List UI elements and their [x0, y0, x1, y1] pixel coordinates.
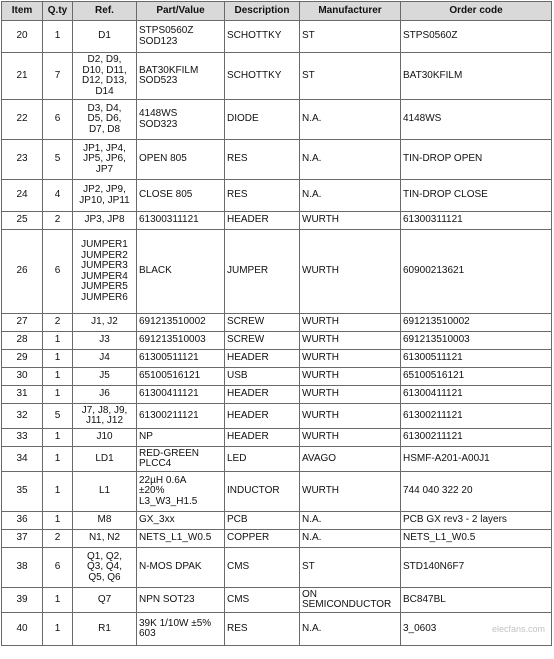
- description-cell: HEADER: [225, 386, 300, 404]
- description-cell: COPPER: [225, 530, 300, 548]
- order-code-cell: 744 040 322 20: [401, 472, 552, 512]
- item-cell: 20: [2, 21, 43, 53]
- qty-cell: 1: [43, 472, 73, 512]
- manufacturer-cell: WURTH: [300, 386, 401, 404]
- manufacturer-cell: WURTH: [300, 212, 401, 230]
- part-value-cell: RED-GREEN PLCC4: [137, 447, 225, 472]
- table-row: [2, 212, 552, 230]
- table-row: [2, 472, 552, 512]
- description-cell: JUMPER: [225, 230, 300, 314]
- part-value-cell: NETS_L1_W0.5: [137, 530, 225, 548]
- ref-cell: LD1: [73, 447, 137, 472]
- table-row: [2, 180, 552, 212]
- manufacturer-cell: N.A.: [300, 140, 401, 180]
- qty-cell: 1: [43, 588, 73, 613]
- table-row: [2, 548, 552, 588]
- order-code-cell: BAT30KFILM: [401, 53, 552, 100]
- part-value-cell: 39K 1/10W ±5% 603: [137, 613, 225, 646]
- table-row: [2, 21, 552, 53]
- item-cell: 24: [2, 180, 43, 212]
- item-cell: 34: [2, 447, 43, 472]
- manufacturer-cell: N.A.: [300, 100, 401, 140]
- ref-cell: M8: [73, 512, 137, 530]
- qty-cell: 5: [43, 140, 73, 180]
- item-cell: 38: [2, 548, 43, 588]
- col-header-ref: Ref.: [73, 2, 137, 21]
- ref-cell: Q1, Q2, Q3, Q4, Q5, Q6: [73, 548, 137, 588]
- order-code-cell: 61300311121: [401, 212, 552, 230]
- table-row: [2, 530, 552, 548]
- manufacturer-cell: ST: [300, 21, 401, 53]
- ref-cell: J5: [73, 368, 137, 386]
- ref-cell: R1: [73, 613, 137, 646]
- part-value-cell: 691213510002: [137, 314, 225, 332]
- manufacturer-cell: WURTH: [300, 230, 401, 314]
- order-code-cell: 65100516121: [401, 368, 552, 386]
- bom-body: [2, 21, 552, 646]
- order-code-cell: STPS0560Z: [401, 21, 552, 53]
- manufacturer-cell: WURTH: [300, 314, 401, 332]
- manufacturer-cell: ON SEMICONDUCTOR: [300, 588, 401, 613]
- description-cell: SCHOTTKY: [225, 21, 300, 53]
- qty-cell: 2: [43, 530, 73, 548]
- part-value-cell: 22µH 0.6A ±20% L3_W3_H1.5: [137, 472, 225, 512]
- qty-cell: 2: [43, 314, 73, 332]
- order-code-cell: TIN-DROP OPEN: [401, 140, 552, 180]
- manufacturer-cell: N.A.: [300, 613, 401, 646]
- table-row: [2, 368, 552, 386]
- part-value-cell: N-MOS DPAK: [137, 548, 225, 588]
- order-code-cell: 691213510002: [401, 314, 552, 332]
- order-code-cell: PCB GX rev3 - 2 layers: [401, 512, 552, 530]
- order-code-cell: BC847BL: [401, 588, 552, 613]
- ref-cell: J6: [73, 386, 137, 404]
- table-row: [2, 588, 552, 613]
- part-value-cell: 61300311121: [137, 212, 225, 230]
- part-value-cell: 61300511121: [137, 350, 225, 368]
- order-code-cell: 3_0603 elecfans.com: [401, 613, 552, 646]
- table-row: [2, 512, 552, 530]
- order-code-cell: 691213510003: [401, 332, 552, 350]
- manufacturer-cell: N.A.: [300, 530, 401, 548]
- part-value-cell: 61300211121: [137, 404, 225, 429]
- col-header-part-value: Part/Value: [137, 2, 225, 21]
- qty-cell: 1: [43, 613, 73, 646]
- part-value-cell: BAT30KFILM SOD523: [137, 53, 225, 100]
- manufacturer-cell: ST: [300, 548, 401, 588]
- manufacturer-cell: WURTH: [300, 404, 401, 429]
- table-row: [2, 447, 552, 472]
- ref-cell: J10: [73, 429, 137, 447]
- table-row: [2, 386, 552, 404]
- col-header-qty: Q.ty: [43, 2, 73, 21]
- item-cell: 27: [2, 314, 43, 332]
- description-cell: HEADER: [225, 212, 300, 230]
- ref-cell: D2, D9, D10, D11, D12, D13, D14: [73, 53, 137, 100]
- qty-cell: 1: [43, 368, 73, 386]
- qty-cell: 1: [43, 447, 73, 472]
- ref-cell: D3, D4, D5, D6, D7, D8: [73, 100, 137, 140]
- ref-cell: JUMPER1 JUMPER2 JUMPER3 JUMPER4 JUMPER5 JUMPER6: [73, 230, 137, 314]
- description-cell: CMS: [225, 588, 300, 613]
- table-row: [2, 613, 552, 646]
- part-value-cell: 65100516121: [137, 368, 225, 386]
- item-cell: 40: [2, 613, 43, 646]
- qty-cell: 1: [43, 512, 73, 530]
- qty-cell: 2: [43, 212, 73, 230]
- description-cell: RES: [225, 613, 300, 646]
- ref-cell: J4: [73, 350, 137, 368]
- item-cell: 29: [2, 350, 43, 368]
- table-row: [2, 350, 552, 368]
- watermark-logo: elecfans.com: [491, 623, 545, 634]
- part-value-cell: NP: [137, 429, 225, 447]
- table-row: [2, 429, 552, 447]
- qty-cell: 1: [43, 332, 73, 350]
- order-code-cell: 60900213621: [401, 230, 552, 314]
- item-cell: 39: [2, 588, 43, 613]
- description-cell: RES: [225, 180, 300, 212]
- description-cell: USB: [225, 368, 300, 386]
- item-cell: 36: [2, 512, 43, 530]
- qty-cell: 6: [43, 230, 73, 314]
- part-value-cell: OPEN 805: [137, 140, 225, 180]
- item-cell: 35: [2, 472, 43, 512]
- qty-cell: 7: [43, 53, 73, 100]
- table-row: [2, 140, 552, 180]
- part-value-cell: 61300411121: [137, 386, 225, 404]
- col-header-description: Description: [225, 2, 300, 21]
- qty-cell: 6: [43, 100, 73, 140]
- table-row: [2, 404, 552, 429]
- item-cell: 30: [2, 368, 43, 386]
- qty-cell: 1: [43, 429, 73, 447]
- order-code-cell: 61300211121: [401, 429, 552, 447]
- description-cell: HEADER: [225, 350, 300, 368]
- description-cell: CMS: [225, 548, 300, 588]
- qty-cell: 1: [43, 350, 73, 368]
- manufacturer-cell: WURTH: [300, 429, 401, 447]
- item-cell: 28: [2, 332, 43, 350]
- manufacturer-cell: N.A.: [300, 180, 401, 212]
- col-header-manufacturer: Manufacturer: [300, 2, 401, 21]
- ref-cell: Q7: [73, 588, 137, 613]
- qty-cell: 1: [43, 386, 73, 404]
- description-cell: HEADER: [225, 404, 300, 429]
- ref-cell: JP1, JP4, JP5, JP6, JP7: [73, 140, 137, 180]
- part-value-cell: STPS0560Z SOD123: [137, 21, 225, 53]
- item-cell: 33: [2, 429, 43, 447]
- order-code-cell: 61300411121: [401, 386, 552, 404]
- part-value-cell: NPN SOT23: [137, 588, 225, 613]
- manufacturer-cell: WURTH: [300, 350, 401, 368]
- manufacturer-cell: ST: [300, 53, 401, 100]
- part-value-cell: 4148WS SOD323: [137, 100, 225, 140]
- item-cell: 23: [2, 140, 43, 180]
- manufacturer-cell: WURTH: [300, 332, 401, 350]
- ref-cell: D1: [73, 21, 137, 53]
- part-value-cell: 691213510003: [137, 332, 225, 350]
- ref-cell: JP3, JP8: [73, 212, 137, 230]
- manufacturer-cell: N.A.: [300, 512, 401, 530]
- part-value-cell: BLACK: [137, 230, 225, 314]
- header-row: [2, 2, 552, 21]
- bom-table: [1, 1, 552, 646]
- item-cell: 22: [2, 100, 43, 140]
- ref-cell: L1: [73, 472, 137, 512]
- description-cell: INDUCTOR: [225, 472, 300, 512]
- item-cell: 25: [2, 212, 43, 230]
- manufacturer-cell: AVAGO: [300, 447, 401, 472]
- item-cell: 31: [2, 386, 43, 404]
- manufacturer-cell: WURTH: [300, 472, 401, 512]
- item-cell: 21: [2, 53, 43, 100]
- item-cell: 37: [2, 530, 43, 548]
- ref-cell: J7, J8, J9, J11, J12: [73, 404, 137, 429]
- qty-cell: 6: [43, 548, 73, 588]
- part-value-cell: GX_3xx: [137, 512, 225, 530]
- order-code-cell: NETS_L1_W0.5: [401, 530, 552, 548]
- table-row: [2, 53, 552, 100]
- col-header-order-code: Order code: [401, 2, 552, 21]
- item-cell: 26: [2, 230, 43, 314]
- ref-cell: J1, J2: [73, 314, 137, 332]
- col-header-item: Item: [2, 2, 43, 21]
- table-row: [2, 230, 552, 314]
- part-value-cell: CLOSE 805: [137, 180, 225, 212]
- description-cell: PCB: [225, 512, 300, 530]
- item-cell: 32: [2, 404, 43, 429]
- description-cell: DIODE: [225, 100, 300, 140]
- ref-cell: N1, N2: [73, 530, 137, 548]
- description-cell: SCHOTTKY: [225, 53, 300, 100]
- ref-cell: J3: [73, 332, 137, 350]
- qty-cell: 1: [43, 21, 73, 53]
- description-cell: RES: [225, 140, 300, 180]
- table-row: [2, 314, 552, 332]
- order-code-cell: STD140N6F7: [401, 548, 552, 588]
- order-code-cell: 61300511121: [401, 350, 552, 368]
- description-cell: SCREW: [225, 332, 300, 350]
- manufacturer-cell: WURTH: [300, 368, 401, 386]
- qty-cell: 4: [43, 180, 73, 212]
- description-cell: HEADER: [225, 429, 300, 447]
- order-code-cell: 4148WS: [401, 100, 552, 140]
- ref-cell: JP2, JP9, JP10, JP11: [73, 180, 137, 212]
- description-cell: LED: [225, 447, 300, 472]
- order-code-cell: 61300211121: [401, 404, 552, 429]
- order-code-cell: TIN-DROP CLOSE: [401, 180, 552, 212]
- table-row: [2, 100, 552, 140]
- table-row: [2, 332, 552, 350]
- description-cell: SCREW: [225, 314, 300, 332]
- qty-cell: 5: [43, 404, 73, 429]
- order-code-cell: HSMF-A201-A00J1: [401, 447, 552, 472]
